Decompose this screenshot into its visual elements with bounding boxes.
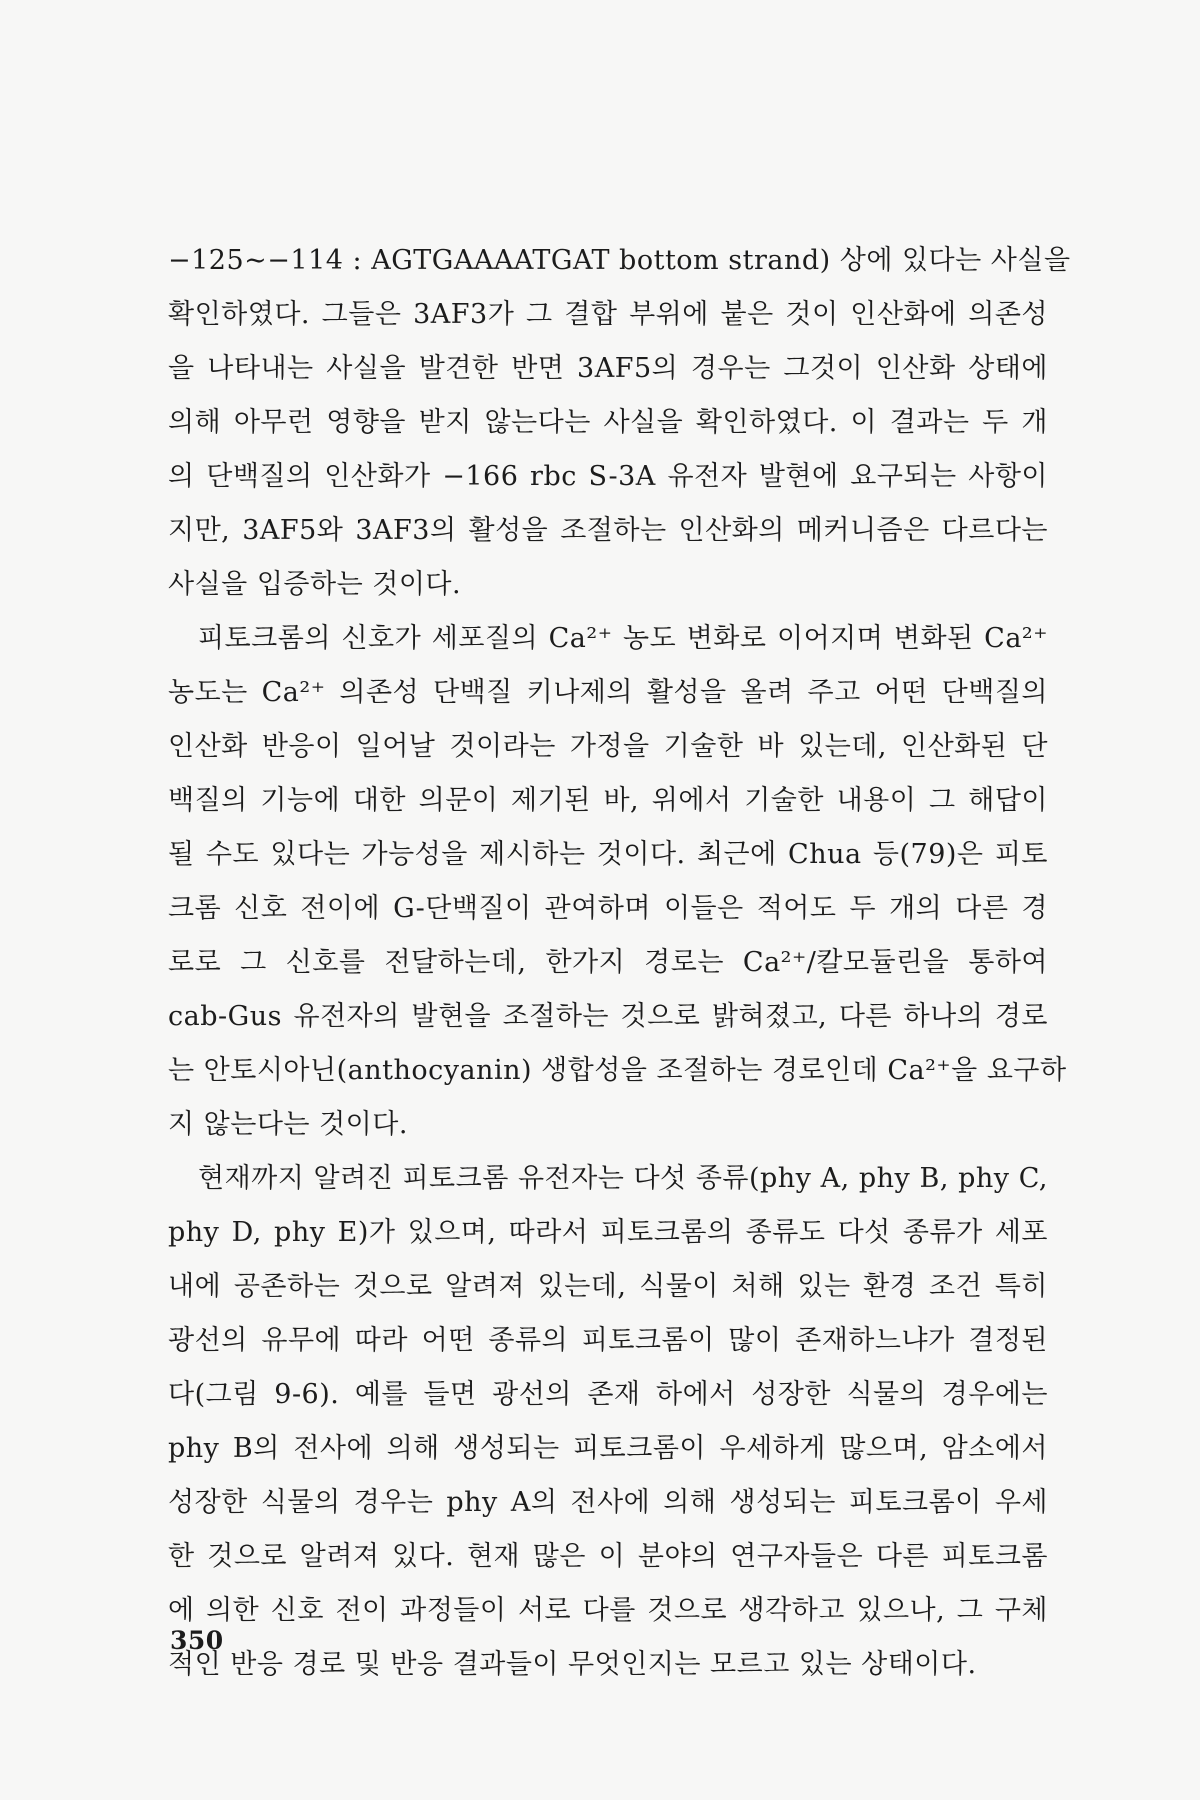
text-line: 로로 그 신호를 전달하는데, 한가지 경로는 Ca²⁺/칼모듈린을 통하여 [168, 947, 1048, 978]
text-line: 광선의 유무에 따라 어떤 종류의 피토크롬이 많이 존재하느냐가 결정된 [168, 1325, 1048, 1356]
text-line: 피토크롬의 신호가 세포질의 Ca²⁺ 농도 변화로 이어지며 변화된 Ca²⁺ [198, 623, 1048, 654]
text-line: 지만, 3AF5와 3AF3의 활성을 조절하는 인산화의 메커니즘은 다르다는 [168, 515, 1048, 546]
text-line: phy D, phy E)가 있으며, 따라서 피토크롬의 종류도 다섯 종류가 세포 [168, 1217, 1048, 1248]
paragraph-2 [168, 612, 1067, 1152]
text-line: 인산화 반응이 일어날 것이라는 가정을 기술한 바 있는데, 인산화된 단 [168, 731, 1048, 762]
text-line: 내에 공존하는 것으로 알려져 있는데, 식물이 처해 있는 환경 조건 특히 [168, 1271, 1048, 1302]
text-line: 에 의한 신호 전이 과정들이 서로 다를 것으로 생각하고 있으나, 그 구체 [168, 1595, 1048, 1626]
text-line: 사실을 입증하는 것이다. [168, 569, 462, 600]
text-line: phy B의 전사에 의해 생성되는 피토크롬이 우세하게 많으며, 암소에서 [168, 1433, 1048, 1464]
text-line: 현재까지 알려진 피토크롬 유전자는 다섯 종류(phy A, phy B, phy C, [198, 1163, 1048, 1194]
text-line: 을 나타내는 사실을 발견한 반면 3AF5의 경우는 그것이 인산화 상태에 [168, 353, 1048, 384]
body-text [168, 234, 1071, 1692]
paragraph-3 [168, 1152, 1048, 1692]
text-line: 의해 아무런 영향을 받지 않는다는 사실을 확인하였다. 이 결과는 두 개 [168, 407, 1048, 438]
text-line: 될 수도 있다는 가능성을 제시하는 것이다. 최근에 Chua 등(79)은 피토 [168, 839, 1048, 870]
text-line: 는 안토시아닌(anthocyanin) 생합성을 조절하는 경로인데 Ca²⁺을 요구하 [168, 1055, 1067, 1086]
text-line: 적인 반응 경로 및 반응 결과들이 무엇인지는 모르고 있는 상태이다. [168, 1649, 977, 1680]
text-line: 성장한 식물의 경우는 phy A의 전사에 의해 생성되는 피토크롬이 우세 [168, 1487, 1048, 1518]
text-line: 확인하였다. 그들은 3AF3가 그 결합 부위에 붙은 것이 인산화에 의존성 [168, 299, 1048, 330]
text-line: 농도는 Ca²⁺ 의존성 단백질 키나제의 활성을 올려 주고 어떤 단백질의 [168, 677, 1048, 708]
text-line: cab-Gus 유전자의 발현을 조절하는 것으로 밝혀졌고, 다른 하나의 경로 [168, 1001, 1048, 1032]
text-line: 한 것으로 알려져 있다. 현재 많은 이 분야의 연구자들은 다른 피토크롬 [168, 1541, 1048, 1572]
paragraph-1 [168, 234, 1071, 612]
page-number: 350 [170, 1626, 224, 1655]
text-line: 의 단백질의 인산화가 −166 rbc S-3A 유전자 발현에 요구되는 사항이 [168, 461, 1048, 492]
text-line: 크롬 신호 전이에 G-단백질이 관여하며 이들은 적어도 두 개의 다른 경 [168, 893, 1048, 924]
text-line: 지 않는다는 것이다. [168, 1109, 408, 1140]
text-line: 다(그림 9-6). 예를 들면 광선의 존재 하에서 성장한 식물의 경우에는 [168, 1379, 1048, 1410]
text-line: 백질의 기능에 대한 의문이 제기된 바, 위에서 기술한 내용이 그 해답이 [168, 785, 1048, 816]
text-line: −125∼−114 : AGTGAAAATGAT bottom strand) 상에 있다는 사실을 [168, 245, 1071, 276]
